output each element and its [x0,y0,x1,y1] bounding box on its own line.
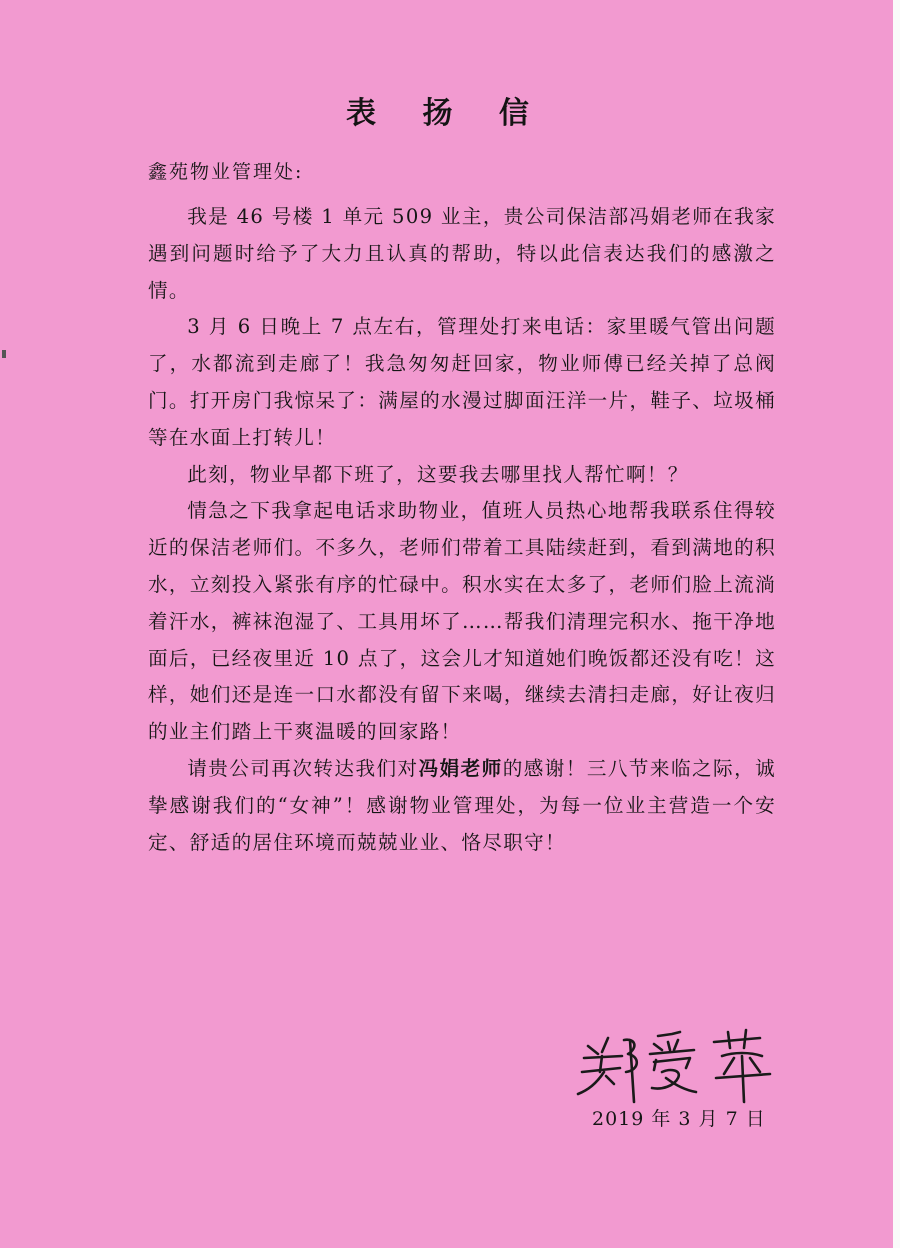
paragraph-5-end: 的感谢！三八节来临之际，诚挚感谢我们的“女神”！感谢物业管理处，为每一位业主营造一个安定、舒适的居住环境而兢兢业业、恪尽职守！ [148,756,776,854]
paragraph-4: 情急之下我拿起电话求助物业，值班人员热心地帮我联系住得较近的保洁老师们。不多久，老师们带着工具陆续赶到，看到满地的积水，立刻投入紧张有序的忙碌中。积水实在太多了，老师们脸上流淌着汗水，裤袜泡湿了、工具用坏了……帮我们清理完积水、拖干净地面后，已经夜里近 10 点了，这会儿才知道她们晚饭都还没有吃！这样，她们还是连一口水都没有留下来喝，继续去清扫走廊，好让夜归的业主们踏上干爽温暖的回家路！ [148,499,776,744]
paragraph-5-start: 请贵公司再次转达我们对 [187,756,419,780]
letter-salutation: 鑫苑物业管理处: [148,161,304,183]
letter-body [148,199,776,861]
paragraph-3: 此刻，物业早都下班了，这要我去哪里找人帮忙啊！？ [187,462,689,486]
letter-title: 表 扬 信 [346,96,547,131]
paragraph-5 [148,751,776,861]
margin-mark [2,350,6,358]
page-edge [893,0,900,1248]
letter-date: 2019 年 3 月 7 日 [592,1108,766,1130]
paragraph-2: 3 月 6 日晚上 7 点左右，管理处打来电话：家里暖气管出问题了，水都流到走廊了！我急匆匆赶回家，物业师傅已经关掉了总阀门。打开房门我惊呆了：满屋的水漫过脚面汪洋一片，鞋子、垃圾桶等在水面上打转儿！ [148,315,776,449]
teacher-name-bold: 冯娟老师 [418,756,503,780]
paragraph-1: 我是 46 号楼 1 单元 509 业主，贵公司保洁部冯娟老师在我家遇到问题时给予了大力且认真的帮助，特以此信表达我们的感激之情。 [148,205,776,302]
handwritten-signature [574,1028,784,1108]
